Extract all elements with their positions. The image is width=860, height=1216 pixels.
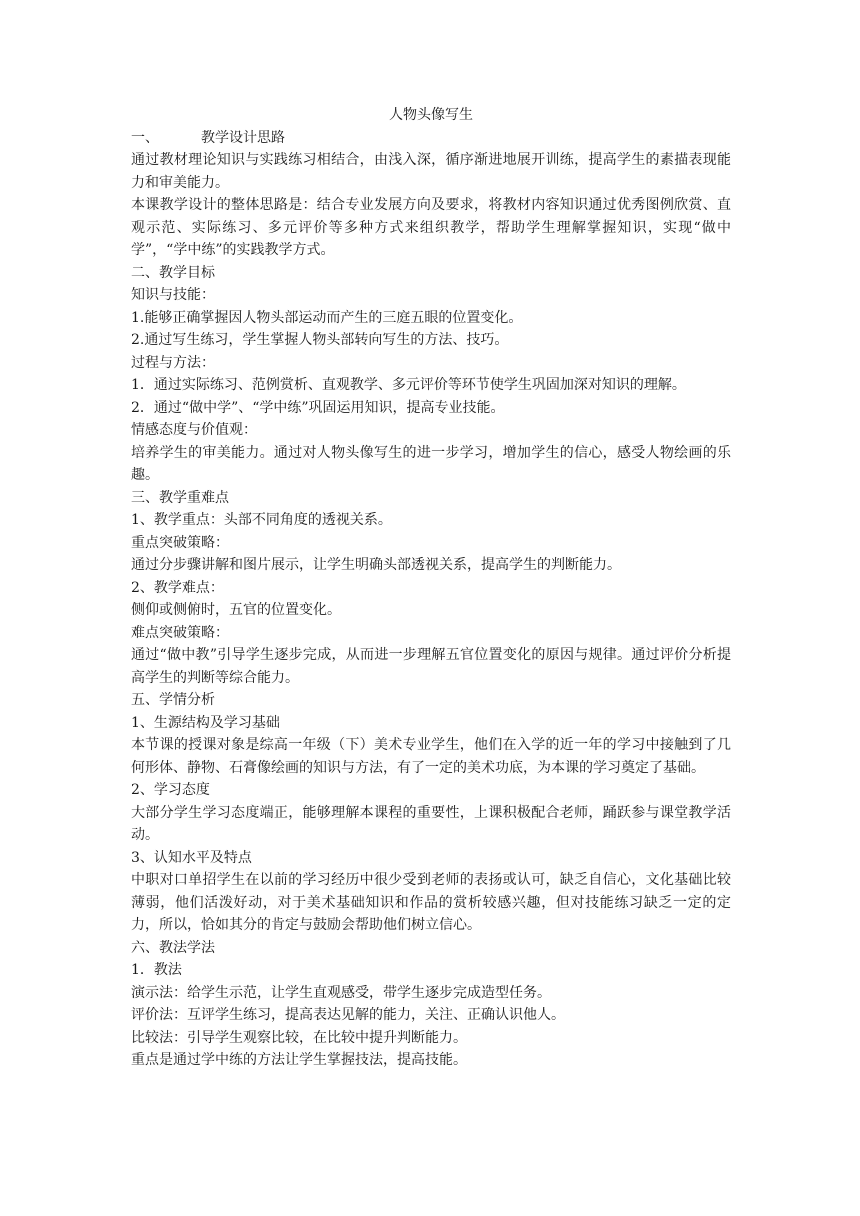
list-item: 2．通过“做中学”、“学中练”巩固运用知识，提高专业技能。 xyxy=(131,399,505,416)
subheading: 过程与方法： xyxy=(131,354,215,371)
subheading: 2、学习态度 xyxy=(131,782,210,798)
section-heading-1 xyxy=(131,127,731,150)
paragraph: 侧仰或侧俯时，五官的位置变化。 xyxy=(131,602,341,618)
section-heading-6: 六、教法学法 xyxy=(131,939,215,956)
list-item: 2.通过写生练习，学生掌握人物头部转向写生的方法、技巧。 xyxy=(131,332,509,348)
paragraph: 1、教学重点：头部不同角度的透视关系。 xyxy=(131,512,392,528)
document-title: 人物头像写生 xyxy=(389,107,473,123)
paragraph: 大部分学生学习态度端正，能够理解本课程的重要性，上课积极配合老师，踊跃参与课堂教学活动。 xyxy=(131,804,731,843)
paragraph: 本课教学设计的整体思路是：结合专业发展方向及要求，将教材内容知识通过优秀图例欣赏、直观示范、实际练习、多元评价等多种方式来组织教学，帮助学生理解掌握知识，实现“做中学”，“学中练”的实践教学方式。 xyxy=(131,197,731,258)
list-item: 1.能够正确掌握因人物头部运动而产生的三庭五眼的位置变化。 xyxy=(131,309,523,326)
document-page xyxy=(131,104,731,1072)
paragraph: 本节课的授课对象是综高一年级（下）美术专业学生，他们在入学的近一年的学习中接触到了几何形体、静物、石膏像绘画的知识与方法，有了一定的美术功底，为本课的学习奠定了基础。 xyxy=(131,737,731,776)
paragraph: 演示法：给学生示范，让学生直观感受，带学生逐步完成造型任务。 xyxy=(131,984,551,1001)
subheading: 3、认知水平及特点 xyxy=(131,849,252,866)
paragraph: 评价法：互评学生练习，提高表达见解的能力，关注、正确认识他人。 xyxy=(131,1007,565,1023)
subheading: 难点突破策略： xyxy=(131,624,229,641)
section-heading-2: 二、教学目标 xyxy=(131,264,215,281)
section-heading-3: 三、教学重难点 xyxy=(131,489,229,506)
subheading: 1、生源结构及学习基础 xyxy=(131,714,280,731)
paragraph: 通过“做中教”引导学生逐步完成，从而进一步理解五官位置变化的原因与规律。通过评价分析提高学生的判断等综合能力。 xyxy=(131,647,731,686)
paragraph: 比较法：引导学生观察比较，在比较中提升判断能力。 xyxy=(131,1029,467,1046)
list-item: 1．通过实际练习、范例赏析、直观教学、多元评价等环节使学生巩固加深对知识的理解。 xyxy=(131,377,686,393)
subheading: 知识与技能： xyxy=(131,287,215,303)
paragraph: 通过分步骤讲解和图片展示，让学生明确头部透视关系，提高学生的判断能力。 xyxy=(131,557,621,573)
paragraph: 重点是通过学中练的方法让学生掌握技法，提高技能。 xyxy=(131,1052,467,1068)
subheading: 2、教学难点： xyxy=(131,579,224,596)
subheading: 1．教法 xyxy=(131,962,182,978)
paragraph: 中职对口单招学生在以前的学习经历中很少受到老师的表扬或认可，缺乏自信心，文化基础比较薄弱，他们活泼好动，对于美术基础知识和作品的赏析较感兴趣，但对技能练习缺乏一定的定力，所以，恰如其分的肯定与鼓励会帮助他们树立信心。 xyxy=(131,872,731,933)
paragraph: 通过教材理论知识与实践练习相结合，由浅入深，循序渐进地展开训练，提高学生的素描表现能力和审美能力。 xyxy=(131,152,731,191)
subheading: 情感态度与价值观： xyxy=(131,422,257,438)
subheading: 重点突破策略： xyxy=(131,534,229,551)
paragraph: 培养学生的审美能力。通过对人物头像写生的进一步学习，增加学生的信心，感受人物绘画的乐趣。 xyxy=(131,444,731,483)
section-heading-5: 五、学情分析 xyxy=(131,692,215,708)
section-heading-text: 教学设计思路 xyxy=(201,129,285,146)
section-number: 一、 xyxy=(131,129,159,146)
